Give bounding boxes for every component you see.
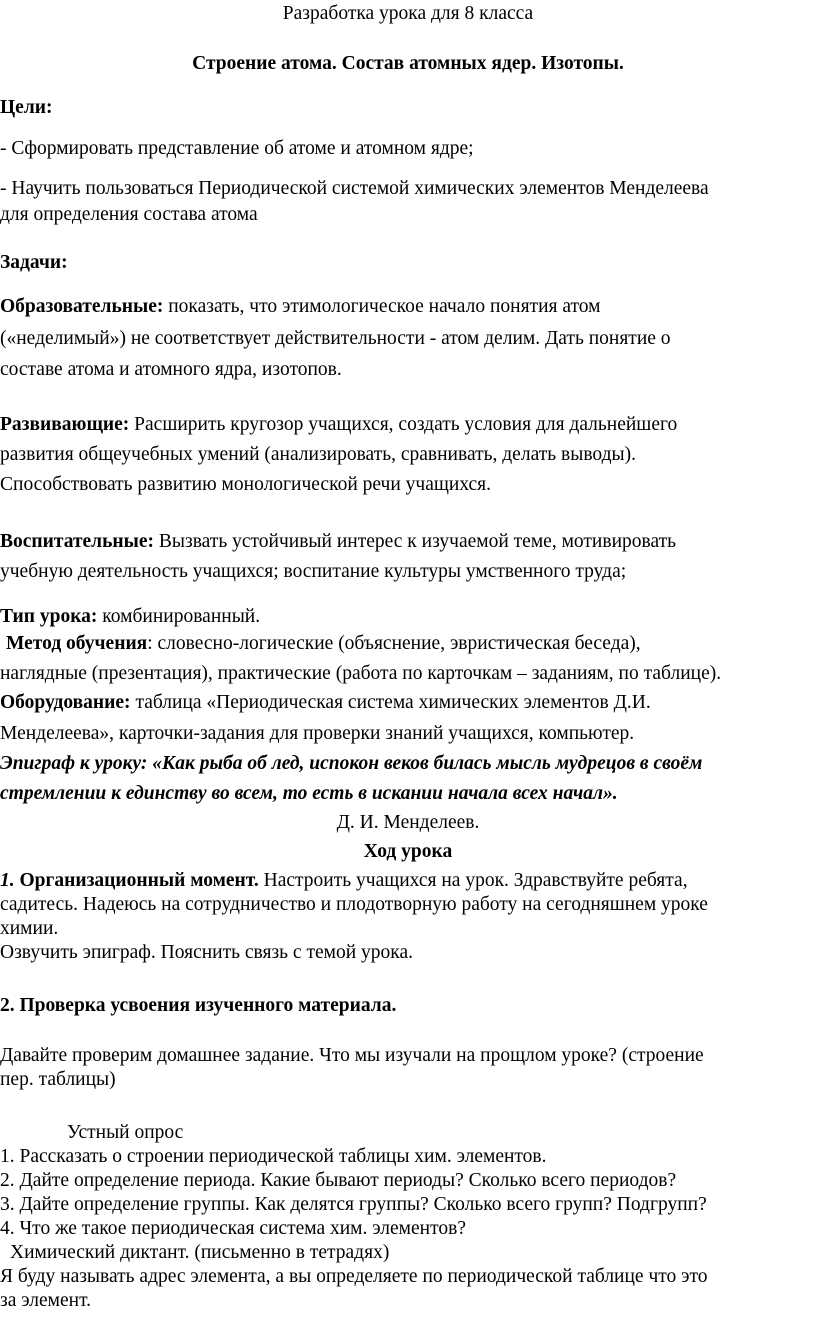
step-1-line-2: садитесь. Надеюсь на сотрудничество и плодотворную работу на сегодняшнем уроке	[0, 894, 708, 915]
list-item: 1. Рассказать о строении периодической таблицы хим. элементов.	[0, 1146, 547, 1167]
course-heading: Ход урока	[363, 841, 453, 862]
teaching-method-line-1: Метод обучения: словесно-логические (объяснение, эвристическая беседа),	[6, 633, 641, 654]
upbringing-task-line-1: Воспитательные: Вызвать устойчивый интерес к изучаемой теме, мотивировать	[0, 531, 677, 552]
dictation-line-2: за элемент.	[0, 1290, 91, 1311]
developing-task-line-1: Развивающие: Расширить кругозор учащихся, создать условия для дальнейшего	[0, 414, 678, 435]
equipment-line-1: Оборудование: таблица «Периодическая система химических элементов Д.И.	[0, 692, 651, 713]
lesson-topic-title: Строение атома. Состав атомных ядер. Изотопы.	[192, 53, 624, 74]
epigraph-author: Д. И. Менделеев.	[336, 812, 480, 833]
developing-task-line-3: Способствовать развитию монологической речи учащихся.	[0, 474, 492, 495]
educational-task-line-2: («неделимый») не соответствует действительности - атом делим. Дать понятие о	[0, 328, 671, 349]
educational-task-label: Образовательные:	[0, 296, 164, 317]
epigraph-line-2: стремлении к единству во всем, то есть в искании начала всех начал».	[0, 783, 618, 804]
developing-task-line-2: развития общеучебных умений (анализировать, сравнивать, делать выводы).	[0, 444, 636, 465]
lesson-grade-title: Разработка урока для 8 класса	[282, 3, 534, 24]
epigraph-line-1: Эпиграф к уроку: «Как рыба об лед, испокон веков билась мысль мудрецов в своём	[0, 753, 703, 774]
step-2-line-1: Давайте проверим домашнее задание. Что мы изучали на прощлом уроке? (строение	[0, 1045, 704, 1066]
equipment-label: Оборудование:	[0, 692, 131, 713]
step-2-line-2: пер. таблицы)	[0, 1069, 116, 1090]
list-item: 2. Дайте определение периода. Какие бывают периоды? Сколько всего периодов?	[0, 1170, 677, 1191]
developing-task-label: Развивающие:	[0, 414, 130, 435]
educational-task-line-1: Образовательные: показать, что этимологическое начало понятия атом	[0, 296, 601, 317]
tasks-heading: Задачи:	[0, 252, 68, 273]
list-item: 3. Дайте определение группы. Как делятся группы? Сколько всего групп? Подгрупп?	[0, 1194, 707, 1215]
equipment-line-2: Менделеева», карточки-задания для проверки знаний учащихся, компьютер.	[0, 723, 635, 744]
teaching-method-label: Метод обучения	[6, 633, 148, 654]
step-2-heading: 2. Проверка усвоения изученного материала.	[0, 995, 397, 1016]
goal-item-2-line-2: для определения состава атома	[0, 204, 258, 225]
step-1-label: Организационный момент.	[14, 870, 259, 891]
list-item: 4. Что же такое периодическая система хим. элементов?	[0, 1218, 466, 1239]
step-1-line-4: Озвучить эпиграф. Пояснить связь с темой урока.	[0, 942, 413, 963]
upbringing-task-line-2: учебную деятельность учащихся; воспитание культуры умственного труда;	[0, 561, 627, 582]
goal-item-1: - Сформировать представление об атоме и атомном ядре;	[0, 138, 474, 159]
upbringing-task-label: Воспитательные:	[0, 531, 155, 552]
educational-task-line-3: составе атома и атомного ядра, изотопов.	[0, 359, 342, 380]
lesson-type-label: Тип урока:	[0, 606, 98, 627]
goals-heading: Цели:	[0, 97, 53, 118]
lesson-type: Тип урока: комбинированный.	[0, 606, 261, 627]
step-1-number: 1.	[0, 870, 15, 891]
step-1-line-3: химии.	[0, 918, 59, 939]
oral-survey-heading: Устный опрос	[67, 1122, 184, 1143]
dictation-heading: Химический диктант. (письменно в тетрадях)	[10, 1242, 390, 1263]
step-1-line-1: 1. Организационный момент. Настроить учащихся на урок. Здравствуйте ребята,	[0, 870, 688, 891]
teaching-method-line-2: наглядные (презентация), практические (работа по карточкам – заданиям, по таблице).	[0, 663, 722, 684]
goal-item-2-line-1: - Научить пользоваться Периодической системой химических элементов Менделеева	[0, 178, 709, 199]
dictation-line-1: Я буду называть адрес элемента, а вы определяете по периодической таблице что это	[0, 1266, 708, 1287]
